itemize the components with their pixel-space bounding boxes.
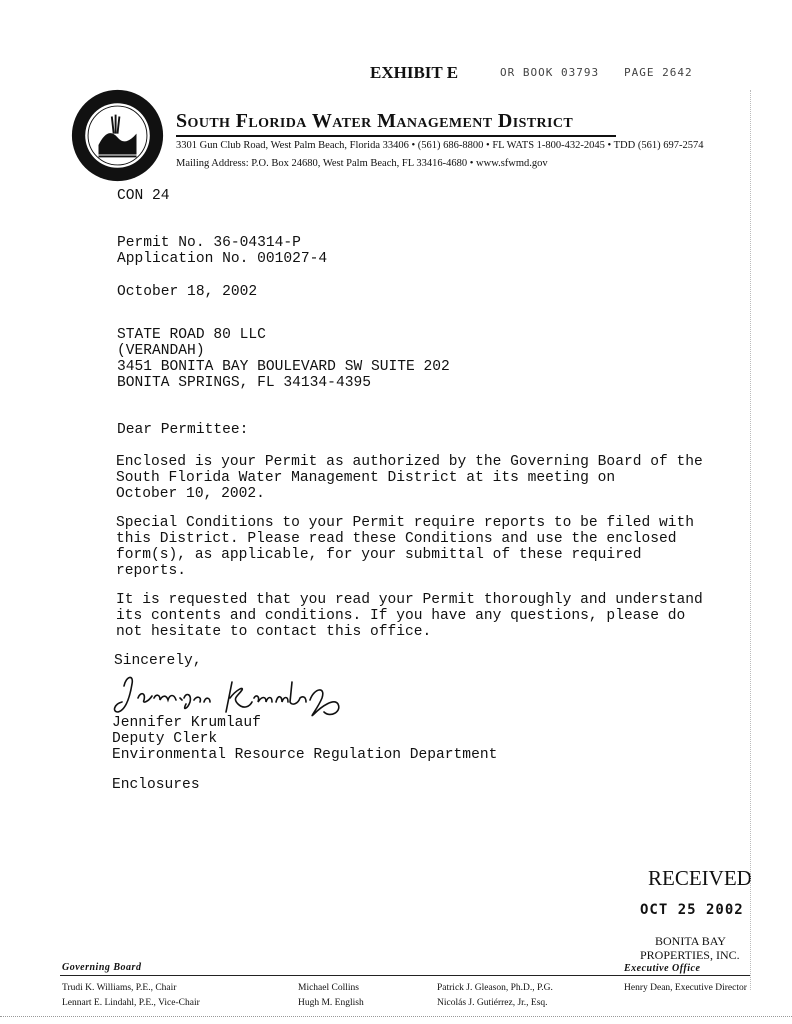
- enclosures-note: Enclosures: [112, 777, 200, 793]
- signer-name: Jennifer Krumlauf: [112, 715, 261, 731]
- footer-rule: [60, 975, 750, 976]
- recipient-line: BONITA SPRINGS, FL 34134-4395: [117, 375, 371, 391]
- permit-number: Permit No. 36-04314-P: [117, 235, 301, 251]
- executive-director: Henry Dean, Executive Director: [624, 983, 747, 993]
- reference-code: CON 24: [117, 188, 170, 204]
- paragraph-line: not hesitate to contact this office.: [116, 624, 432, 640]
- executive-office-label: Executive Office: [624, 963, 701, 974]
- board-member: Michael Collins: [298, 983, 359, 993]
- paragraph-line: this District. Please read these Conditions and use the enclosed: [116, 531, 677, 547]
- body-paragraph: [116, 515, 744, 579]
- board-member: Hugh M. English: [298, 998, 364, 1008]
- district-seal-logo: [70, 88, 165, 183]
- received-stamp-label: RECEIVED: [648, 866, 752, 890]
- letter-date: October 18, 2002: [117, 284, 258, 300]
- scan-artifact-line: [750, 90, 752, 990]
- application-number: Application No. 001027-4: [117, 251, 328, 267]
- paragraph-line: October 10, 2002.: [116, 486, 265, 502]
- paragraph-line: form(s), as applicable, for your submittal of these required: [116, 547, 642, 563]
- mailing-address: Mailing Address: P.O. Box 24680, West Palm Beach, FL 33416-4680 • www.sfwmd.gov: [176, 158, 548, 169]
- signer-department: Environmental Resource Regulation Department: [112, 747, 498, 763]
- salutation: Dear Permittee:: [117, 422, 249, 438]
- paragraph-line: South Florida Water Management District at its meeting on: [116, 470, 616, 486]
- paragraph-line: It is requested that you read your Permit thoroughly and understand: [116, 592, 703, 608]
- received-stamp-org: BONITA BAY: [655, 934, 726, 948]
- governing-board-label: Governing Board: [62, 962, 142, 973]
- board-member: Lennart E. Lindahl, P.E., Vice-Chair: [62, 998, 200, 1008]
- board-member: Nicolás J. Gutiérrez, Jr., Esq.: [437, 998, 548, 1008]
- book-stamp: OR BOOK 03793: [500, 66, 600, 79]
- scan-artifact-dots: [0, 1016, 792, 1018]
- org-name: South Florida Water Management District: [176, 110, 574, 132]
- paragraph-line: its contents and conditions. If you have any questions, please do: [116, 608, 686, 624]
- received-stamp-org: PROPERTIES, INC.: [640, 948, 740, 962]
- closing: Sincerely,: [114, 653, 202, 669]
- body-paragraph: [116, 592, 744, 640]
- exhibit-label: EXHIBIT E: [370, 63, 459, 82]
- letterhead-rule: [176, 135, 616, 137]
- page-stamp: PAGE 2642: [624, 66, 693, 79]
- board-member: Patrick J. Gleason, Ph.D., P.G.: [437, 983, 553, 993]
- received-stamp-date: OCT 25 2002: [640, 902, 744, 918]
- body-paragraph: [116, 454, 744, 502]
- signer-title: Deputy Clerk: [112, 731, 218, 747]
- paragraph-line: Enclosed is your Permit as authorized by the Governing Board of the: [116, 454, 703, 470]
- paragraph-line: reports.: [116, 563, 187, 579]
- street-address: 3301 Gun Club Road, West Palm Beach, Florida 33406 • (561) 686-8800 • FL WATS 1-800-432-2045 • TDD (561) 697-2574: [176, 140, 704, 151]
- recipient-line: 3451 BONITA BAY BOULEVARD SW SUITE 202: [117, 359, 450, 375]
- recipient-line: (VERANDAH): [117, 343, 205, 359]
- board-member: Trudi K. Williams, P.E., Chair: [62, 983, 177, 993]
- paragraph-line: Special Conditions to your Permit require reports to be filed with: [116, 515, 695, 531]
- recipient-line: STATE ROAD 80 LLC: [117, 327, 266, 343]
